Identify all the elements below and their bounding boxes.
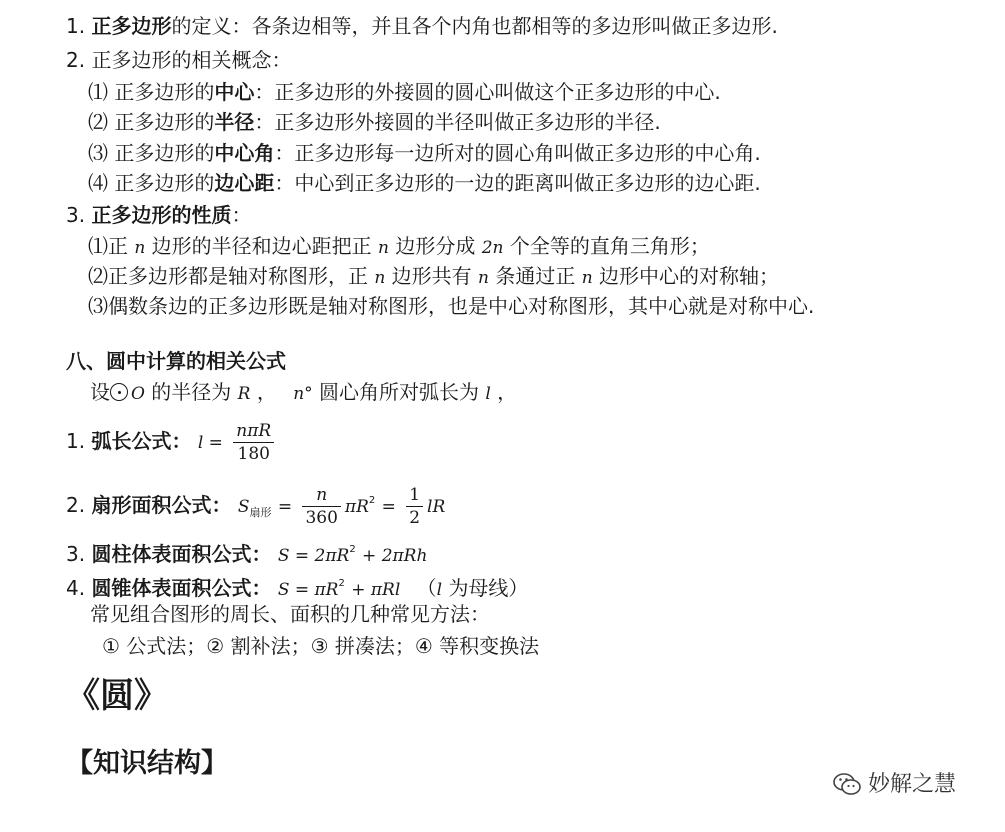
concept-text: ：正多边形每一边所对的圆心角叫做正多边形的中心角. [274,141,761,165]
fraction-numerator: 1 [406,484,423,507]
property-text: 边形分成 [395,234,476,258]
math-n: n [581,268,593,288]
item-number: 3. [66,542,86,566]
formula-label: 扇形面积公式： [91,493,232,517]
term: 正多边形的性质 [91,203,232,227]
math-2n: 2n [481,238,504,258]
math-lr: lR [427,497,446,517]
item-1-definition [66,12,778,40]
note-generatrix: 为母线） [448,576,529,600]
formula-label: 圆锥体表面积公式： [91,576,272,600]
superscript: 2 [349,544,356,555]
intro-text: ， [256,380,277,404]
superscript: 2 [368,495,376,506]
formulas-heading: 八、圆中计算的相关公式 [66,349,286,373]
watermark [832,770,956,806]
formula-part: S = πR [277,580,339,600]
list-marker: ⑵ [88,264,108,288]
term: 中心 [214,80,255,104]
concept-text: ：正多边形外接圆的半径叫做正多边形的半径. [254,110,661,134]
intro-text: 的半径为 [151,380,232,404]
math-n: n [478,268,489,288]
intro-text: 设 [90,380,110,404]
math-o: O [131,384,145,404]
formula-sector-area [66,478,445,536]
math-n: n [293,384,305,404]
math-l: l [436,580,443,600]
term: 边心距 [214,171,275,195]
formula-part: + πRl [351,580,401,600]
formula-arc-length [66,418,278,466]
list-marker: ⑴ [88,234,108,258]
concept-radius [88,108,661,136]
superscript: 2 [338,578,345,589]
term: 中心角 [214,141,275,165]
math-pi-r: πR [344,497,369,517]
section-title: 【知识结构】 [66,748,228,779]
list-marker: ⑴ [88,80,108,104]
term: 正多边形 [91,14,172,38]
fraction-denominator: 180 [237,444,270,464]
intro-text: ， [497,380,518,404]
item-text: ： [231,203,252,227]
formula-label: 圆柱体表面积公式： [91,542,272,566]
property-text: 边形中心的对称轴； [599,264,780,288]
item-number: 2. [66,48,86,72]
property-text: 边形共有 [391,264,472,288]
list-marker: ⑷ [88,171,108,195]
property-3 [88,292,814,320]
item-number: 2. [66,493,86,517]
math-n: n [378,238,389,258]
concept-prefix: 正多边形的 [114,110,215,134]
equals-sign: = [381,497,396,517]
concept-text: ：正多边形的外接圆的圆心叫做这个正多边形的中心. [254,80,721,104]
math-l: l [485,384,491,404]
concept-prefix: 正多边形的 [114,141,215,165]
item-number: 4. [66,576,86,600]
fraction-denominator: 360 [305,508,338,528]
math-s: S [237,497,250,517]
wechat-icon [832,771,862,806]
item-3-properties [66,201,251,229]
item-number: 1. [66,14,86,38]
math-r: R [237,384,251,404]
formula-part: S = 2πR [277,546,350,566]
property-text: 个全等的直角三角形； [509,234,710,258]
concept-prefix: 正多边形的 [114,171,215,195]
math-n: n [374,268,386,288]
concept-apothem [88,169,761,197]
concept-prefix: 正多边形的 [114,80,215,104]
list-marker: ⑶ [88,141,108,165]
degree-sign: ° [304,384,313,404]
term: 半径 [214,110,255,134]
item-number: 3. [66,203,86,227]
fraction-numerator: nπR [233,420,274,443]
definition-text: 的定义：各条边相等，并且各个内角也都相等的多边形叫做正多边形. [171,14,778,38]
property-text: 条通过正 [495,264,576,288]
subscript: 扇形 [249,506,272,519]
watermark-text: 妙解之慧 [868,772,957,797]
property-text: 正 [108,234,128,258]
item-2-concepts [66,46,291,74]
math-n: n [134,238,146,258]
chapter-title: 《圆》 [66,676,168,716]
item-number: 1. [66,429,86,453]
fraction [406,484,423,529]
formula-lhs: l = [197,433,223,453]
property-text: 边形的半径和边心距把正 [151,234,372,258]
paren-open: （ [416,576,437,600]
property-text: 正多边形都是轴对称图形，正 [108,264,368,288]
fraction [233,420,274,465]
fraction-numerator: n [302,484,340,507]
concept-text: ：中心到正多边形的一边的距离叫做正多边形的边心距. [274,171,761,195]
fraction-denominator: 2 [409,508,421,528]
circle-dot-symbol [110,383,128,401]
property-1 [88,232,710,262]
item-text: 正多边形的相关概念： [91,48,292,72]
formulas-intro [90,378,517,408]
formula-cone-area [66,570,528,604]
fraction [302,484,340,529]
list-marker: ⑶ [88,294,108,318]
formula-cylinder-area [66,536,427,570]
formula-part: + 2πRh [362,546,428,566]
concept-central-angle [88,139,761,167]
equals-sign: = [277,497,293,517]
property-text: 偶数条边的正多边形既是轴对称图形，也是中心对称图形，其中心就是对称中心. [108,294,815,318]
list-marker: ⑵ [88,110,108,134]
property-2 [88,262,779,292]
methods-list: ① 公式法；② 割补法；③ 拼凑法；④ 等积变换法 [102,634,540,658]
intro-text: 圆心角所对弧长为 [319,380,479,404]
formula-label: 弧长公式： [91,429,192,453]
concept-center [88,78,721,106]
methods-title: 常见组合图形的周长、面积的几种常见方法： [90,602,490,626]
